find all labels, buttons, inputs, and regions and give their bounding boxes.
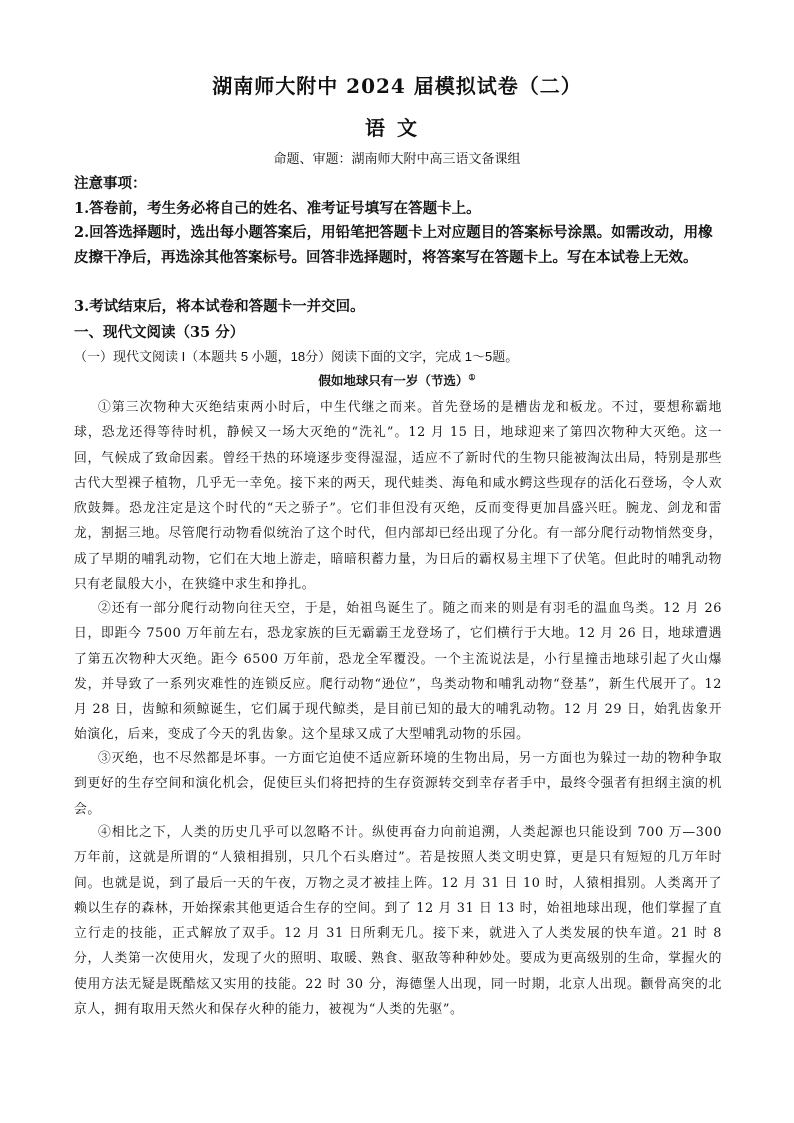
passage-paragraph-1: ①第三次物种大灭绝结束两小时后，中生代继之而来。首先登场的是槽齿龙和板龙。不过，要想称霸地球，恐龙还得等待时机，静候又一场大灭绝的“洗礼”。12 月 15 日，地球迎来了第四次物种大灭绝。这一回，气候成了致命因素。曾经干热的环境逐步变得湿湿，适应不了新时代的生物只能被淘汰出局，特别是那些古代大型裸子植物，几乎无一幸免。接下来的两天，现代蛙类、海龟和咸水鳄这些现存的活化石登场，令人欢欣鼓舞。恐龙注定是这个时代的“天之骄子”。它们非但没有灭绝，反而变得更加昌盛兴旺。腕龙、剑龙和雷龙，割据三地。尽管爬行动物看似统治了这个时代，但内部却已经出现了分化。有一部分爬行动物悄然变身，成了早期的哺乳动物，它们在大地上游走，暗暗积蓄力量，为日后的霸权易主埋下了伏笔。但此时的哺乳动物只有老鼠般大小，在狭缝中求生和挣扎。: [74, 400, 722, 593]
exam-title: 湖南师大附中 2024 届模拟试卷（二）: [212, 74, 582, 98]
passage-paragraph-2: ②还有一部分爬行动物向往天空，于是，始祖鸟诞生了。随之而来的则是有羽毛的温血鸟类。12 月 26 日，即距今 7500 万年前左右，恐龙家族的巨无霸霸王龙登场了，它们横行于大地。12 月 26 日，地球遭遇了第五次物种大灭绝。距今 6500 万年前，恐龙全军覆没。一个主流说法是，小行星撞击地球引起了火山爆发，并导致了一系列灾难性的连锁反应。爬行动物“逊位”，鸟类动物和哺乳动物“登基”，新生代展开了。12 月 28 日，齿鲸和须鲸诞生，它们属于现代鲸类，是目前已知的最大的哺乳动物。12 月 29 日，始乳齿象开始演化，后来，变成了今天的乳齿象。这个星球又成了大型哺乳动物的乐园。: [74, 601, 722, 743]
subsection-heading: （一）现代文阅读 I（本题共 5 小题，18分）阅读下面的文字，完成 1～5题。: [74, 349, 519, 364]
passage-title: [0, 371, 794, 389]
note-item-3: 3.考试结束后，将本试卷和答题卡一并交回。: [74, 298, 365, 315]
passage-title-text: 假如地球只有一岁（节选）: [318, 373, 469, 388]
passage-paragraph-4: ④相比之下，人类的历史几乎可以忽略不计。纵使再奋力向前追溯，人类起源也只能设到 700 万—300 万年前，这就是所谓的“人猿相揖别，只几个石头磨过”。若是按照人类文明史算，更是只有短短的几万年时间。也就是说，到了最后一天的午夜，万物之灵才被挂上阵。12 月 31 日 10 时，人猿相揖别。人类离开了赖以生存的森林，开始探索其他更适合生存的空间。到了 12 月 31 日 13 时，始祖地球出现，他们掌握了直立行走的技能，正式解放了双手。12 月 31 日所剩无几。接下来，就进入了人类发展的快车道。21 时 8 分，人类第一次使用火，发现了火的照明、取暖、熟食、驱敌等种种妙处。要成为更高级别的生命，掌握火的使用方法无疑是既酷炫又实用的技能。22 时 30 分，海德堡人出现，同一时期，北京人出现。颧骨高突的北京人，拥有取用天然火和保存火种的能力，被视为“人类的先驱”。: [74, 825, 722, 1018]
authors-line: 命题、审题：湖南师大附中高三语文备课组: [273, 151, 521, 166]
footnote-marker: ①: [468, 371, 476, 382]
notes-heading: 注意事项：: [74, 175, 147, 192]
subject-heading: 语文: [365, 116, 429, 140]
passage-paragraph-3: ③灭绝，也不尽然都是坏事。一方面它迫使不适应新环境的生物出局，另一方面也为躲过一劫的物种争取到更好的生存空间和演化机会，促使巨头们将把持的生存资源转交到幸存者手中，最终令强者有担纲主演的机会。: [74, 751, 722, 817]
section-heading: 一、现代文阅读（35 分）: [74, 324, 245, 341]
note-item-1: 1.答卷前，考生务必将自己的姓名、准考证号填写在答题卡上。: [74, 200, 481, 217]
note-item-2: 2.回答选择题时，选出每小题答案后，用铅笔把答题卡上对应题目的答案标号涂黑。如需改动，用橡皮擦干净后，再选涂其他答案标号。回答非选择题时，将答案写在答题卡上。写在本试卷上无效。: [74, 224, 713, 266]
